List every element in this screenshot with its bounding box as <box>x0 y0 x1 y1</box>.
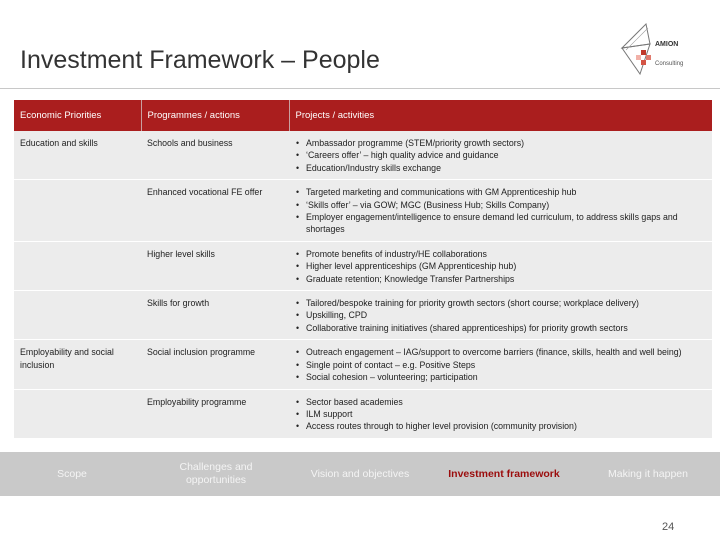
activities-cell <box>289 291 712 340</box>
programme-cell: Schools and business <box>141 131 289 180</box>
nav-item-making-it-happen[interactable]: Making it happen <box>608 467 688 480</box>
activity-item: • Education/Industry skills exchange <box>295 162 706 174</box>
header-economic-priorities: Economic Priorities <box>14 100 141 131</box>
programme-cell: Employability programme <box>141 389 289 438</box>
priority-cell: Education and skills <box>14 131 141 180</box>
nav-item-challenges[interactable]: Challenges and opportunities <box>179 461 253 486</box>
nav-item-scope[interactable]: Scope <box>57 467 87 480</box>
header-projects: Projects / activities <box>289 100 712 131</box>
table-row <box>14 180 712 242</box>
logo-subtitle: Consulting <box>655 61 684 67</box>
section-navigation-bar <box>0 452 720 496</box>
header-programmes: Programmes / actions <box>141 100 289 131</box>
activity-item: • Ambassador programme (STEM/priority growth sectors) <box>295 137 706 149</box>
activity-item: • ‘Careers offer’ – high quality advice and guidance <box>295 149 706 161</box>
table-row <box>14 340 712 389</box>
nav-item-investment-framework[interactable]: Investment framework <box>448 467 560 480</box>
programme-cell: Skills for growth <box>141 291 289 340</box>
activity-item: • Tailored/bespoke training for priority growth sectors (short course; workplace delivery) <box>295 297 706 309</box>
activities-cell <box>289 389 712 438</box>
programme-cell: Higher level skills <box>141 241 289 290</box>
activities-cell <box>289 340 712 389</box>
activity-item: • ‘Skills offer’ – via GOW; MGC (Business Hub; Skills Company) <box>295 199 706 211</box>
activities-cell <box>289 131 712 180</box>
amion-logo-icon <box>612 18 708 82</box>
programme-cell: Enhanced vocational FE offer <box>141 180 289 242</box>
activities-cell <box>289 241 712 290</box>
page-number: 24 <box>662 521 675 533</box>
title-divider <box>0 88 720 89</box>
activity-item: • Social cohesion – volunteering; participation <box>295 371 706 383</box>
table-row <box>14 131 712 180</box>
priority-cell <box>14 389 141 438</box>
activity-item: • Higher level apprenticeships (GM Apprenticeship hub) <box>295 260 706 272</box>
activity-item: • Sector based academies <box>295 396 706 408</box>
activity-item: • Single point of contact – e.g. Positive Steps <box>295 359 706 371</box>
logo-name: AMION <box>655 41 679 48</box>
nav-item-vision[interactable]: Vision and objectives <box>310 467 410 480</box>
activity-item: • Targeted marketing and communications with GM Apprenticeship hub <box>295 186 706 198</box>
activity-item: • ILM support <box>295 408 706 420</box>
activity-item: • Graduate retention; Knowledge Transfer Partnerships <box>295 273 706 285</box>
priority-cell: Employability and social inclusion <box>14 340 141 389</box>
programme-cell: Social inclusion programme <box>141 340 289 389</box>
priority-cell <box>14 291 141 340</box>
table-header-row <box>14 100 712 131</box>
activities-cell <box>289 180 712 242</box>
activity-item: • Upskilling, CPD <box>295 309 706 321</box>
table-row <box>14 389 712 438</box>
activity-item: • Outreach engagement – IAG/support to overcome barriers (finance, skills, health and well being) <box>295 346 706 358</box>
priority-cell <box>14 241 141 290</box>
table-row <box>14 291 712 340</box>
investment-framework-table <box>14 100 712 439</box>
table-row <box>14 241 712 290</box>
activity-item: • Promote benefits of industry/HE collaborations <box>295 248 706 260</box>
page-title: Investment Framework – People <box>20 46 380 74</box>
activity-item: • Collaborative training initiatives (shared apprenticeships) for priority growth sectors <box>295 322 706 334</box>
priority-cell <box>14 180 141 242</box>
activity-item: • Access routes through to higher level provision (community provision) <box>295 420 706 432</box>
activity-item: • Employer engagement/intelligence to ensure demand led curriculum, to address skills gaps and shortages <box>295 211 706 236</box>
